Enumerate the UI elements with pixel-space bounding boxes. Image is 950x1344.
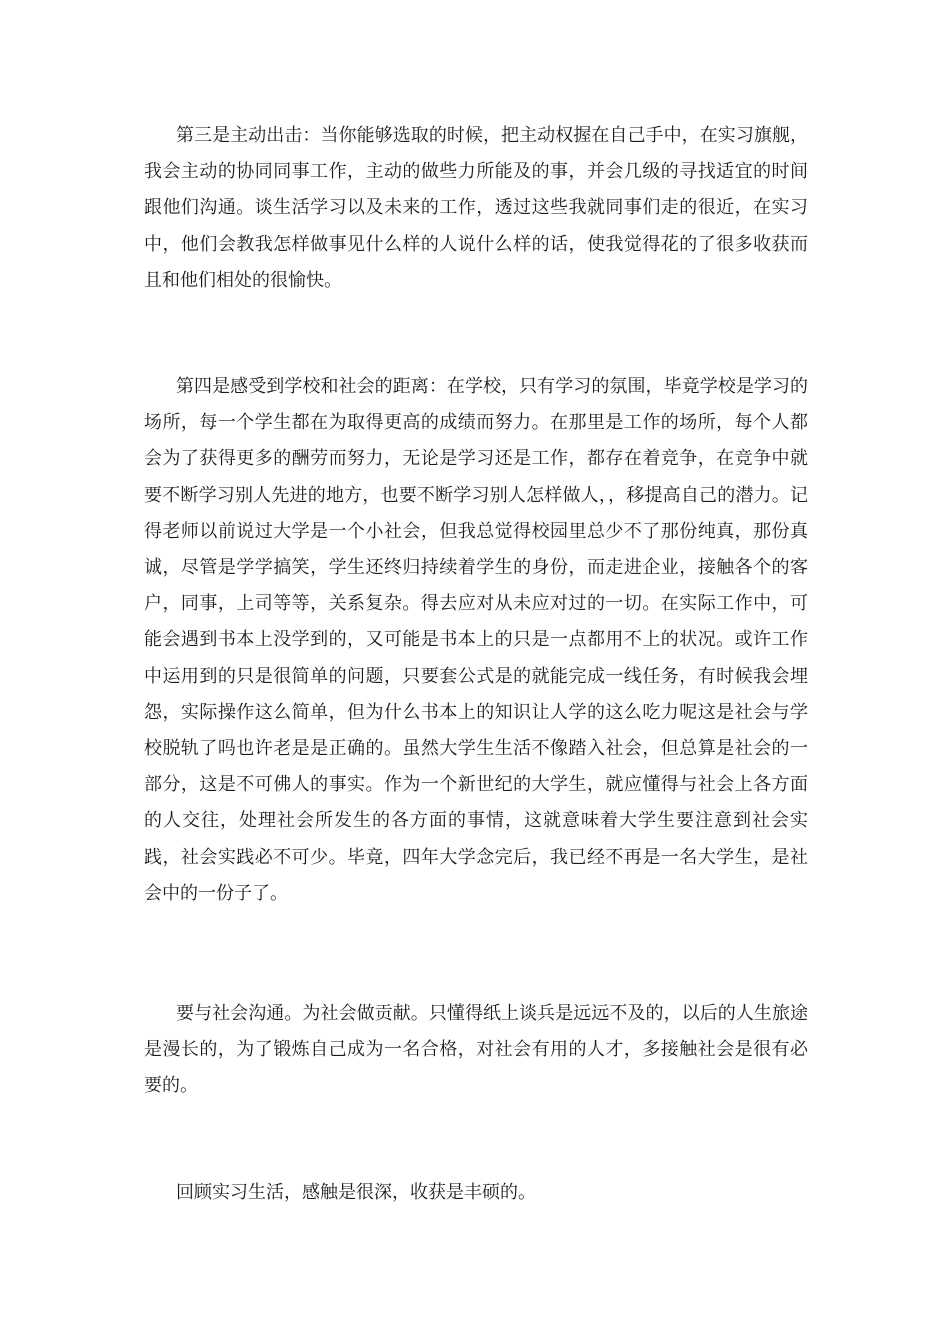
- paragraph-communicate-with-society: 要与社会沟通。为社会做贡献。只懂得纸上谈兵是远远不及的，以后的人生旅途是漫长的，为了锻炼自己成为一名合格，对社会有用的人才，多接触社会是很有必要的。: [144, 1003, 808, 1097]
- paragraph-school-society-distance: 第四是感受到学校和社会的距离：在学校，只有学习的氛围，毕竟学校是学习的场所，每一个学生都在为取得更高的成绩而努力。在那里是工作的场所，每个人都会为了获得更多的酬劳而努力，无论是学习还是工作，都存在着竞争，在竞争中就要不断学习别人先进的地方，也要不断学习别人怎样做人，，移提高自己的潜力。记得老师以前说过大学是一个小社会，但我总觉得校园里总少不了那份纯真，那份真诚，尽管是学学搞笑，学生还终归持续着学生的身份，而走进企业，接触各个的客户，同事，上司等等，关系复杂。得去应对从未应对过的一切。在实际工作中，可能会遇到书本上没学到的，又可能是书本上的只是一点都用不上的状况。或许工作中运用到的只是很简单的问题，只要套公式是的就能完成一线任务，有时候我会埋怨，实际操作这么简单，但为什么书本上的知识让人学的这么吃力呢这是社会与学校脱轨了吗也许老是是正确的。虽然大学生生活不像踏入社会，但总算是社会的一部分，这是不可佛人的事实。作为一个新世纪的大学生，就应懂得与社会上各方面的人交往，处理社会所发生的各方面的事情，这就意味着大学生要注意到社会实践，社会实践必不可少。毕竟，四年大学念完后，我已经不再是一名大学生，是社会中的一份子了。: [144, 376, 808, 904]
- paragraph-review-internship: 回顾实习生活，感触是很深，收获是丰硕的。: [176, 1182, 536, 1203]
- paragraph-active-initiative: 第三是主动出击：当你能够选取的时候，把主动权握在自己手中，在实习旗舰，我会主动的协同同事工作，主动的做些力所能及的事，并会几级的寻找适宜的时间跟他们沟通。谈生活学习以及未来的工作，透过这些我就同事们走的很近，在实习中，他们会教我怎样做事见什么样的人说什么样的话，使我觉得花的了很多收获而且和他们相处的很愉快。: [144, 125, 808, 291]
